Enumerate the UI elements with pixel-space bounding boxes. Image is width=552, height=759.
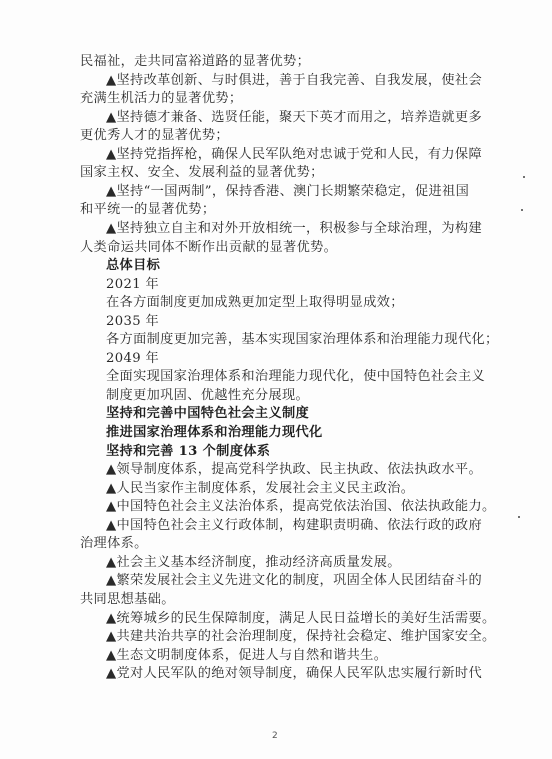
text-line: 充满生机活力的显著优势；: [80, 91, 243, 107]
text-line: 共同思想基础。: [80, 591, 175, 607]
page-number: 2: [272, 731, 278, 741]
scan-speck: [518, 516, 520, 518]
text-line: ▲坚持德才兼备、选贤任能，聚天下英才而用之，培养造就更多: [106, 109, 483, 125]
text-line: ▲坚持党指挥枪，确保人民军队绝对忠诚于党和人民，有力保障: [106, 146, 483, 162]
scan-speck: [521, 209, 523, 211]
text-line: ▲坚持改革创新、与时俱进，善于自我完善、自我发展，使社会: [106, 72, 483, 88]
text-line: 民福祉，走共同富裕道路的显著优势；: [80, 54, 311, 69]
text-line: 制度更加巩固、优越性充分展现。: [106, 387, 310, 403]
text-line: 治理体系。: [80, 536, 148, 552]
text-line: ▲领导制度体系，提高党科学执政、民主执政、依法执政水平。: [106, 462, 483, 478]
text-line: ▲生态文明制度体系，促进人与自然和谐共生。: [106, 647, 388, 663]
text-line: ▲党对人民军队的绝对领导制度，确保人民军队忠实履行新时代: [106, 666, 483, 682]
scan-speck: [523, 176, 525, 178]
text-line: 全面实现国家治理体系和治理能力现代化，使中国特色社会主义: [106, 369, 486, 385]
text-line: 2021 年: [106, 276, 160, 292]
text-line: 和平统一的显著优势；: [80, 202, 216, 218]
section-heading: 坚持和完善中国特色社会主义制度: [106, 406, 310, 422]
text-line: 2049 年: [106, 350, 160, 366]
text-line: 更优秀人才的显著优势；: [80, 128, 229, 144]
section-heading: 坚持和完善 13 个制度体系: [106, 443, 271, 459]
text-line: 国家主权、安全、发展利益的显著优势；: [80, 165, 324, 181]
text-line: 在各方面制度更加成熟更加定型上取得明显成效；: [106, 295, 404, 311]
text-line: 2035 年: [106, 313, 160, 329]
text-line: ▲统筹城乡的民生保障制度，满足人民日益增长的美好生活需要。: [106, 610, 496, 626]
text-line: ▲人民当家作主制度体系，发展社会主义民主政治。: [106, 480, 415, 496]
text-line: 人类命运共同体不断作出贡献的显著优势。: [80, 239, 338, 255]
text-line: ▲中国特色社会主义法治体系，提高党依法治国、依法执政能力。: [106, 499, 496, 515]
section-heading: 总体目标: [106, 258, 161, 274]
text-line: ▲坚持独立自主和对外开放相统一，积极参与全球治理，为构建: [106, 220, 483, 236]
text-line: ▲繁荣发展社会主义先进文化的制度，巩固全体人民团结奋斗的: [106, 573, 483, 589]
section-heading: 推进国家治理体系和治理能力现代化: [106, 425, 323, 440]
text-line: ▲共建共治共享的社会治理制度，保持社会稳定、维护国家安全。: [106, 629, 496, 645]
text-line: ▲坚持“一国两制”，保持香港、澳门长期繁荣稳定，促进祖国: [106, 183, 470, 199]
text-line: 各方面制度更加完善，基本实现国家治理体系和治理能力现代化；: [106, 332, 499, 348]
text-line: ▲社会主义基本经济制度，推动经济高质量发展。: [106, 554, 401, 570]
text-line: ▲中国特色社会主义行政体制，构建职责明确、依法行政的政府: [106, 517, 483, 533]
